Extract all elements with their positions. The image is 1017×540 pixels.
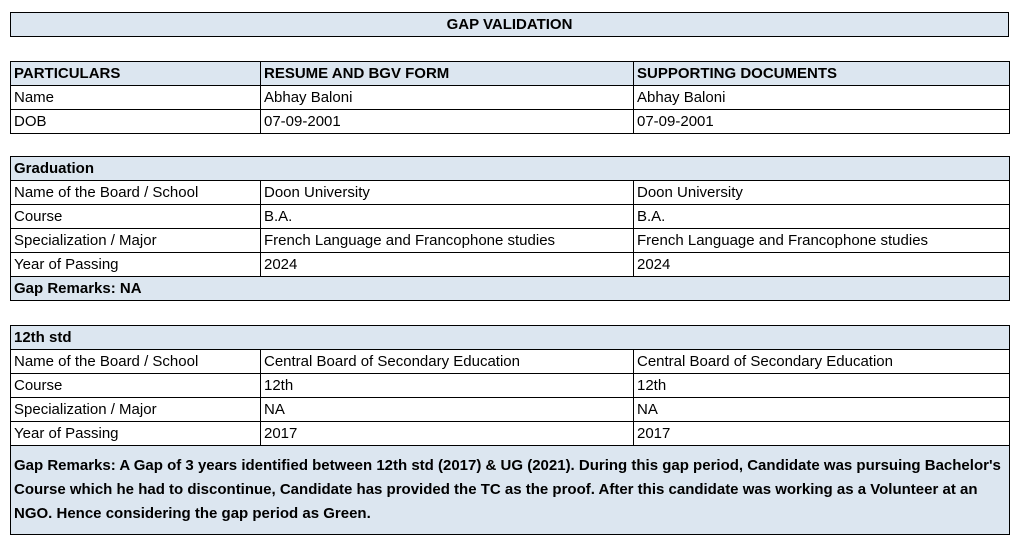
page-title: GAP VALIDATION [10, 12, 1009, 37]
section-header-row [11, 326, 1010, 350]
resume-value: 12th [261, 374, 634, 398]
row-label: Specialization / Major [11, 398, 261, 422]
graduation-table-container [10, 156, 1009, 301]
document-value: Doon University [634, 181, 1010, 205]
row-label: Specialization / Major [11, 229, 261, 253]
resume-value: French Language and Francophone studies [261, 229, 634, 253]
resume-value: 2024 [261, 253, 634, 277]
resume-value: B.A. [261, 205, 634, 229]
document-value: Abhay Baloni [634, 86, 1010, 110]
table-row-course [11, 374, 1010, 398]
document-value: Central Board of Secondary Education [634, 350, 1010, 374]
row-label: Name of the Board / School [11, 181, 261, 205]
row-label: DOB [11, 110, 261, 134]
table-row-course [11, 205, 1010, 229]
resume-value: 2017 [261, 422, 634, 446]
gap-remarks-row [11, 277, 1010, 301]
section-title: Graduation [11, 157, 1010, 181]
document-value: 2017 [634, 422, 1010, 446]
section-title: 12th std [11, 326, 1010, 350]
table-row-board [11, 350, 1010, 374]
graduation-table [10, 156, 1010, 301]
resume-value: 07-09-2001 [261, 110, 634, 134]
resume-value: NA [261, 398, 634, 422]
row-label: Year of Passing [11, 253, 261, 277]
particulars-table [10, 61, 1010, 134]
row-label: Course [11, 374, 261, 398]
table-row-board [11, 181, 1010, 205]
column-header-resume-bgv: RESUME AND BGV FORM [261, 62, 634, 86]
particulars-table-container [10, 61, 1009, 134]
row-label: Year of Passing [11, 422, 261, 446]
document-value: NA [634, 398, 1010, 422]
table-row-year [11, 253, 1010, 277]
document-value: 12th [634, 374, 1010, 398]
document-value: 2024 [634, 253, 1010, 277]
document-value: French Language and Francophone studies [634, 229, 1010, 253]
column-header-particulars: PARTICULARS [11, 62, 261, 86]
resume-value: Central Board of Secondary Education [261, 350, 634, 374]
document-value: B.A. [634, 205, 1010, 229]
row-label: Name of the Board / School [11, 350, 261, 374]
section-header-row [11, 157, 1010, 181]
gap-remarks: Gap Remarks: A Gap of 3 years identified between 12th std (2017) & UG (2021). During this gap period, Candidate was pursuing Bachelor's Course which he had to discontinue, Candidate has provided the TC as the proof. After this candidate was working as a Volunteer at an NGO. Hence considering the gap period as Green. [11, 446, 1010, 535]
table-row-specialization [11, 398, 1010, 422]
table-row-dob [11, 110, 1010, 134]
row-label: Course [11, 205, 261, 229]
column-header-supporting-docs: SUPPORTING DOCUMENTS [634, 62, 1010, 86]
document-value: 07-09-2001 [634, 110, 1010, 134]
table-row-name [11, 86, 1010, 110]
table-row-year [11, 422, 1010, 446]
twelfth-table [10, 325, 1010, 535]
resume-value: Doon University [261, 181, 634, 205]
table-row-specialization [11, 229, 1010, 253]
gap-remarks: Gap Remarks: NA [11, 277, 1010, 301]
resume-value: Abhay Baloni [261, 86, 634, 110]
gap-remarks-row [11, 446, 1010, 535]
table-header-row [11, 62, 1010, 86]
twelfth-table-container [10, 325, 1009, 535]
row-label: Name [11, 86, 261, 110]
